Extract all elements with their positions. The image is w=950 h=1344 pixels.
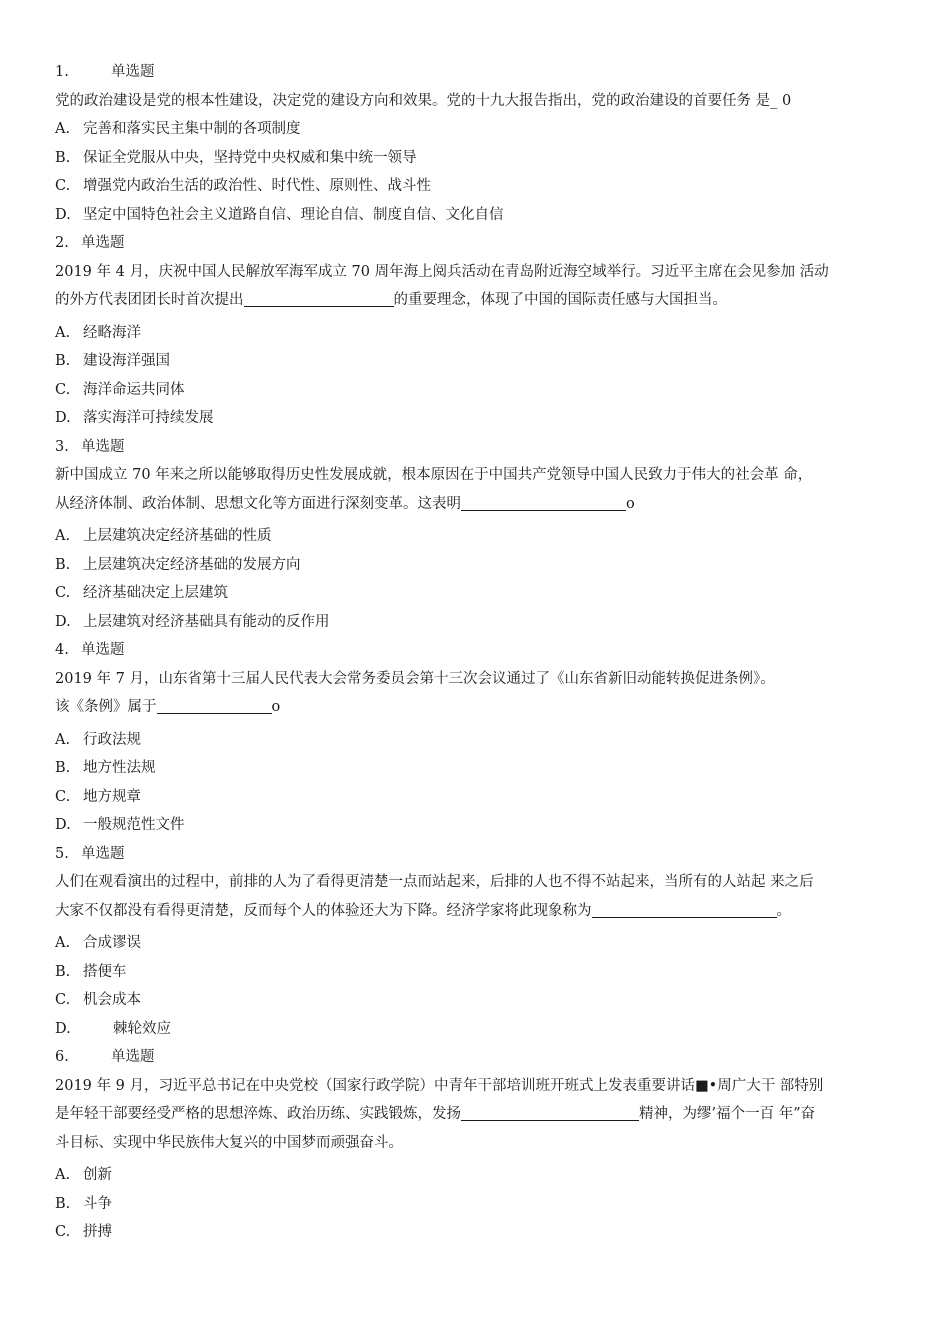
question-header bbox=[55, 840, 900, 869]
question-stem: 该《条例》属于 o bbox=[55, 699, 281, 715]
question-stem: 党的政治建设是党的根本性建设，决定党的建设方向和效果。党的十九大报告指出，党的政治建设的首要任务 是_ 0 bbox=[55, 92, 792, 109]
answer-blank bbox=[244, 290, 394, 307]
question-3 bbox=[55, 433, 900, 637]
option-d: D. 棘轮效应 bbox=[55, 1020, 171, 1037]
question-type: 单选题 bbox=[81, 642, 125, 658]
option-b: B. 上层建筑决定经济基础的发展方向 bbox=[55, 556, 301, 573]
question-type: 单选题 bbox=[81, 438, 125, 455]
option-b: B. 搭便车 bbox=[55, 963, 127, 980]
answer-blank bbox=[592, 901, 777, 918]
option-c: C. 增强党内政治生活的政治性、时代性、原则性、战斗性 bbox=[55, 178, 431, 194]
question-type: 单选题 bbox=[111, 1049, 155, 1065]
question-1 bbox=[55, 58, 900, 229]
question-number: 2. bbox=[55, 235, 69, 251]
option-c: C. 地方规章 bbox=[55, 788, 141, 805]
question-number: 1. bbox=[55, 64, 69, 80]
question-number: 6. bbox=[55, 1049, 69, 1065]
option-b: B. 建设海洋强国 bbox=[55, 353, 170, 369]
option-a: A. 完善和落实民主集中制的各项制度 bbox=[55, 121, 301, 137]
option-a: A. 创新 bbox=[55, 1167, 112, 1183]
question-5 bbox=[55, 840, 900, 1044]
question-stem: 的外方代表团团长时首次提出 的重要理念，体现了中国的国际责任感与大国担当。 bbox=[55, 292, 727, 308]
option-a: A. 经略海洋 bbox=[55, 324, 141, 341]
option-a: A. 上层建筑决定经济基础的性质 bbox=[55, 528, 272, 544]
question-type: 单选题 bbox=[81, 235, 125, 251]
option-a: A. 合成谬误 bbox=[55, 935, 141, 951]
question-stem: 大家不仅都没有看得更清楚，反而每个人的体验还大为下降。经济学家将此现象称为 。 bbox=[55, 902, 791, 919]
question-header bbox=[55, 229, 900, 258]
answer-blank bbox=[461, 1104, 639, 1121]
option-c: C. 机会成本 bbox=[55, 992, 141, 1008]
question-stem: 是年轻干部要经受严格的思想淬炼、政治历练、实践锻炼，发扬 精神，为缪’福个一百 年”奋 bbox=[55, 1106, 816, 1122]
question-6 bbox=[55, 1043, 900, 1247]
question-header bbox=[55, 636, 900, 665]
option-c: C. 拼搏 bbox=[55, 1224, 112, 1240]
question-header bbox=[55, 58, 900, 87]
question-stem: 2019 年 4 月，庆祝中国人民解放军海军成立 70 周年海上阅兵活动在青岛附近海空域举行。习近平主席在会见参加 活动 bbox=[55, 263, 829, 280]
question-type: 单选题 bbox=[111, 64, 155, 80]
question-document bbox=[55, 58, 900, 1247]
option-d: D. 落实海洋可持续发展 bbox=[55, 410, 214, 426]
question-number: 4. bbox=[55, 642, 69, 658]
answer-blank bbox=[461, 494, 626, 511]
option-b: B. 斗争 bbox=[55, 1195, 112, 1212]
question-stem: 斗目标、实现中华民族伟大复兴的中国梦而顽强奋斗。 bbox=[55, 1134, 403, 1151]
question-2 bbox=[55, 229, 900, 433]
option-d: D. 上层建筑对经济基础具有能动的反作用 bbox=[55, 613, 330, 630]
question-stem: 从经济体制、政治体制、思想文化等方面进行深刻变革。这表明 o bbox=[55, 495, 635, 512]
question-stem: 2019 年 9 月，习近平总书记在中央党校（国家行政学院）中青年干部培训班开班式上发表重要讲话■•周广大干 部特别 bbox=[55, 1077, 824, 1094]
answer-blank bbox=[157, 697, 272, 714]
option-b: B. 地方性法规 bbox=[55, 760, 156, 776]
question-header bbox=[55, 1043, 900, 1072]
option-c: C. 经济基础决定上层建筑 bbox=[55, 585, 228, 601]
option-d: D. 一般规范性文件 bbox=[55, 817, 185, 833]
option-b: B. 保证全党服从中央，坚持党中央权威和集中统一领导 bbox=[55, 149, 417, 166]
question-stem: 新中国成立 70 年来之所以能够取得历史性发展成就，根本原因在于中国共产党领导中国人民致力于伟大的社会革 命， bbox=[55, 467, 813, 483]
question-stem: 人们在观看演出的过程中，前排的人为了看得更清楚一点而站起来，后排的人也不得不站起来，当所有的人站起 来之后 bbox=[55, 874, 814, 890]
question-header bbox=[55, 433, 900, 462]
question-stem: 2019 年 7 月，山东省第十三届人民代表大会常务委员会第十三次会议通过了《山东省新旧动能转换促进条例》。 bbox=[55, 670, 775, 687]
question-4 bbox=[55, 636, 900, 840]
option-c: C. 海洋命运共同体 bbox=[55, 381, 185, 398]
option-a: A. 行政法规 bbox=[55, 731, 141, 748]
question-type: 单选题 bbox=[81, 845, 125, 862]
option-d: D. 坚定中国特色社会主义道路自信、理论自信、制度自信、文化自信 bbox=[55, 206, 504, 223]
question-number: 3. bbox=[55, 438, 69, 455]
question-number: 5. bbox=[55, 845, 69, 862]
